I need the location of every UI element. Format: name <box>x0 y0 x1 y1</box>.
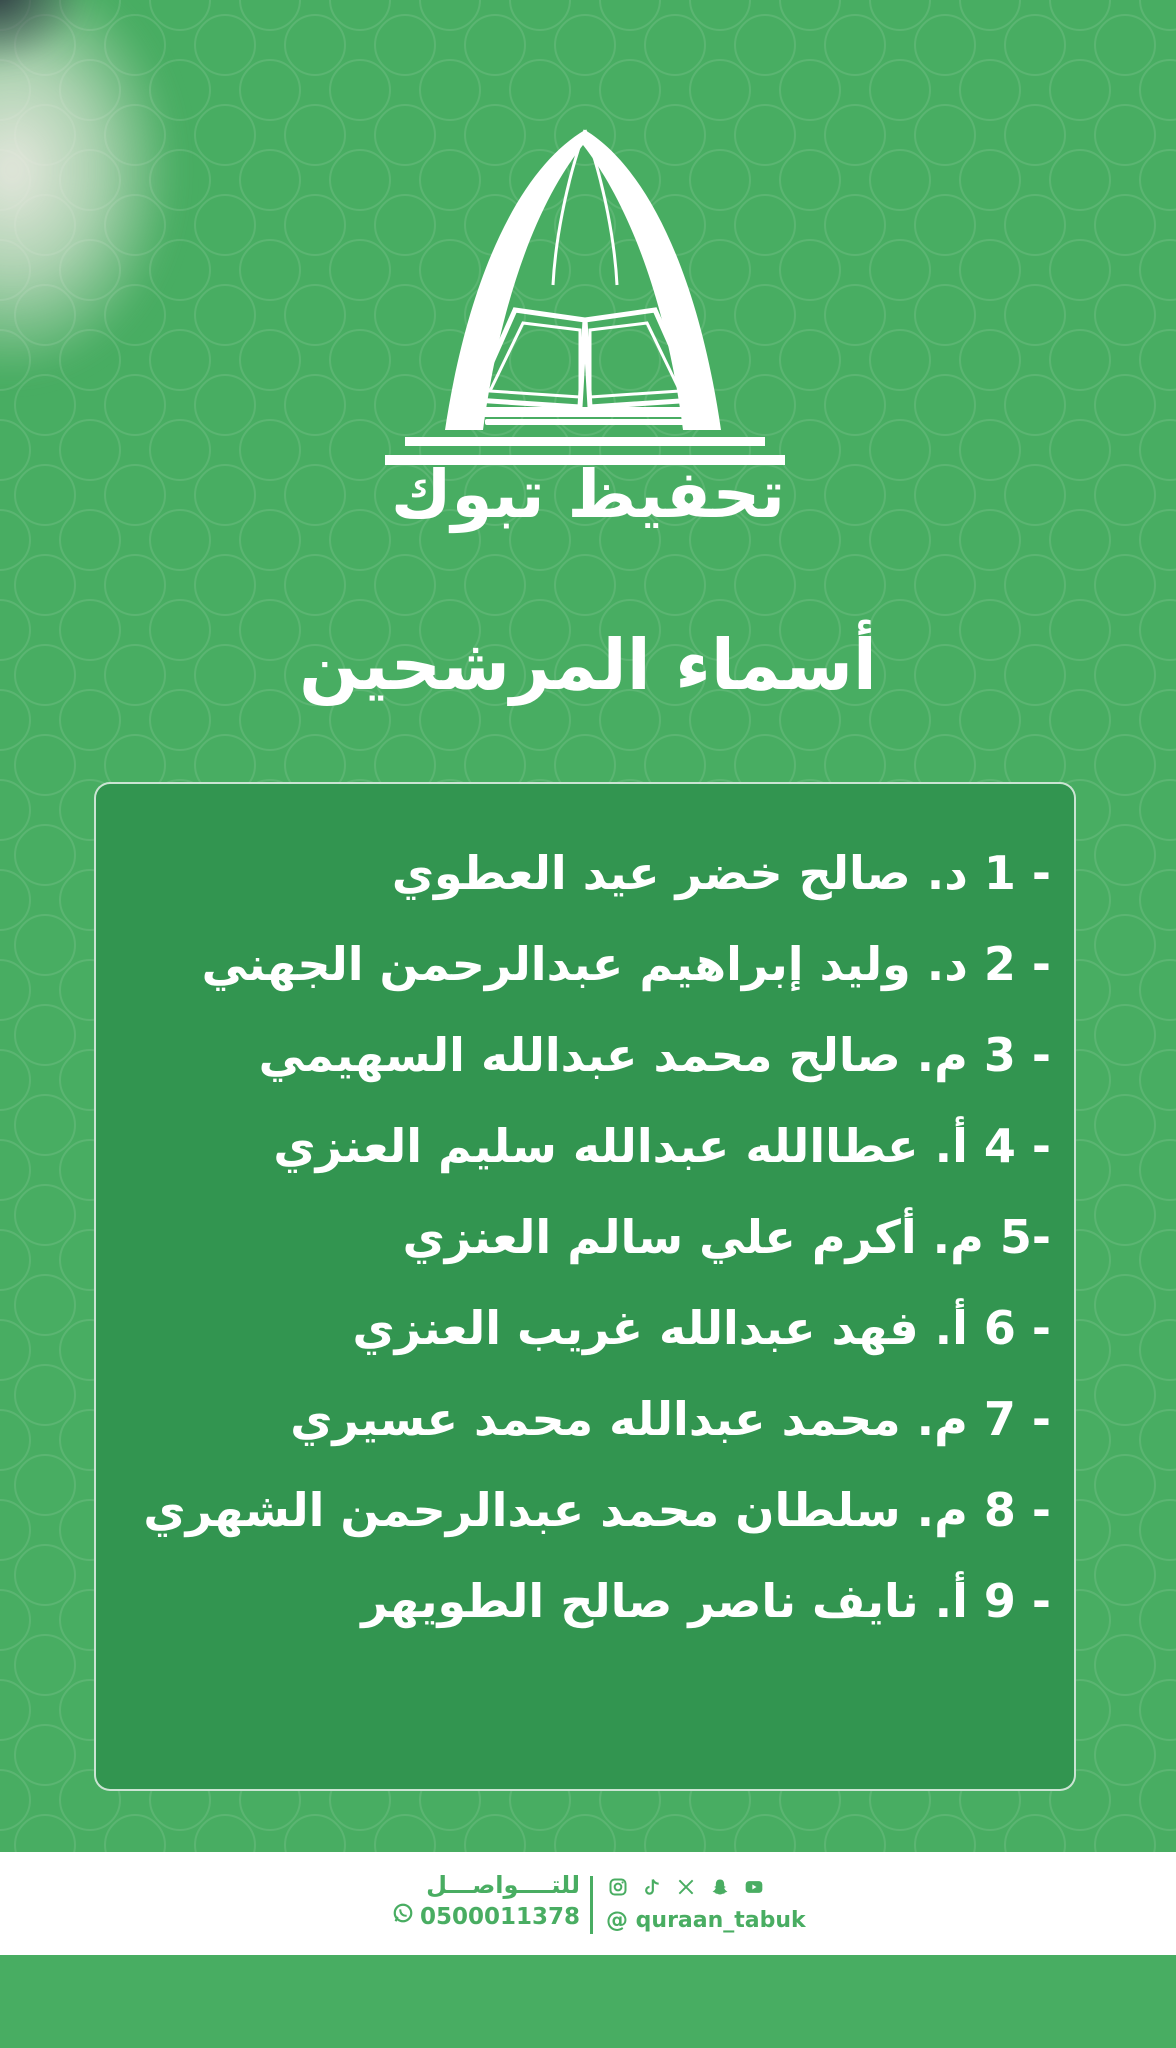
contact-label: للتــــواصـــل <box>426 1871 580 1899</box>
logo-wordmark: تحفيظ تبوك <box>390 456 786 533</box>
candidate-item: 2 - د. وليد إبراهيم عبدالرحمن الجهني <box>201 937 1051 991</box>
blurred-dark-corner <box>0 0 90 70</box>
bottom-pattern-band <box>0 1955 1176 2048</box>
footer-bar <box>0 1852 1176 1955</box>
youtube-icon[interactable] <box>742 1875 766 1899</box>
phone-row[interactable] <box>320 1900 580 1934</box>
candidate-item: 5- م. أكرم علي سالم العنزي <box>402 1210 1051 1264</box>
candidate-item: 7 - م. محمد عبدالله محمد عسيري <box>290 1392 1051 1446</box>
footer-divider <box>590 1876 593 1934</box>
snapchat-icon[interactable] <box>708 1875 732 1899</box>
candidate-item: 6 - أ. فهد عبدالله غريب العنزي <box>352 1301 1051 1355</box>
phone-number: 0500011378 <box>419 1904 580 1930</box>
candidate-item: 8 - م. سلطان محمد عبدالرحمن الشهري <box>143 1483 1051 1537</box>
social-icons <box>606 1872 826 1902</box>
logo-arch-book-icon <box>375 125 795 470</box>
whatsapp-icon <box>392 1900 414 1934</box>
tiktok-icon[interactable] <box>640 1875 664 1899</box>
candidate-item: 1 - د. صالح خضر عيد العطوي <box>391 846 1051 900</box>
candidate-item: 9 - أ. نايف ناصر صالح الطويهر <box>361 1574 1051 1628</box>
social-block <box>606 1872 826 1938</box>
candidates-list <box>131 828 1051 1647</box>
contact-block <box>320 1870 580 1934</box>
instagram-icon[interactable] <box>606 1875 630 1899</box>
social-handle[interactable]: @ quraan_tabuk <box>606 1908 806 1933</box>
candidate-item: 4 - أ. عطاالله عبدالله سليم العنزي <box>273 1119 1051 1173</box>
page-title: أسماء المرشحين <box>299 624 877 706</box>
x-icon[interactable] <box>674 1875 698 1899</box>
candidate-item: 3 - م. صالح محمد عبدالله السهيمي <box>258 1028 1051 1082</box>
